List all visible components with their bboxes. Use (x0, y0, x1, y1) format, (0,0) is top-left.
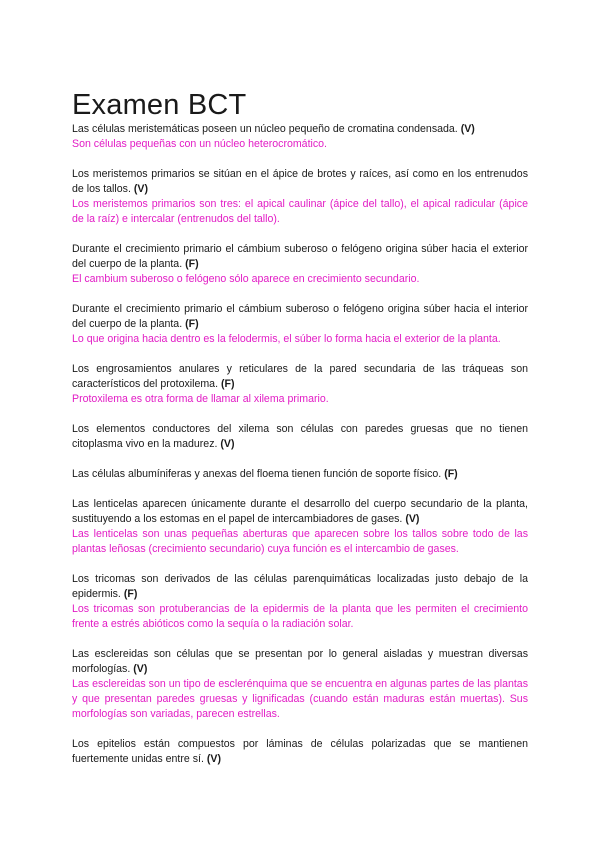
true-false-mark: (F) (185, 258, 199, 270)
question-item (72, 572, 528, 632)
true-false-mark: (V) (133, 663, 148, 675)
question-item (72, 467, 528, 482)
answer-explanation: Lo que origina hacia dentro es la felodermis, el súber lo forma hacia el exterior de la planta. (72, 333, 501, 345)
true-false-mark: (F) (444, 468, 458, 480)
question-text (72, 122, 528, 137)
true-false-mark: (F) (123, 588, 138, 600)
question-text (72, 572, 528, 602)
question-item (72, 647, 528, 722)
question-statement: Los meristemos primarios se sitúan en el ápice de brotes y raíces, así como en los entrenudos de los tallos. (72, 168, 528, 195)
question-statement: Las células meristemáticas poseen un núcleo pequeño de cromatina condensada. (72, 123, 458, 135)
question-statement: Los elementos conductores del xilema son células con paredes gruesas que no tienen citoplasma vivo en la madurez. (72, 423, 528, 450)
answer-explanation: Las esclereidas son un tipo de esclerénquima que se encuentra en algunas partes de las plantas y que presentan paredes gruesas y lignificadas (cuando están maduras están muertas). Sus morfologías son variadas, parecen estrellas. (72, 678, 528, 720)
true-false-mark: (F) (185, 318, 199, 330)
question-text (72, 647, 528, 677)
page-title: Examen BCT (72, 89, 247, 122)
question-statement: Durante el crecimiento primario el cámbium suberoso o felógeno origina súber hacia el exterior del cuerpo de la planta. (72, 243, 528, 270)
question-item (72, 362, 528, 407)
question-item (72, 122, 528, 152)
question-text (72, 737, 528, 767)
question-statement: Los engrosamientos anulares y reticulares de la pared secundaria de las tráqueas son característicos del protoxilema. (72, 363, 528, 390)
answer-explanation: Los meristemos primarios son tres: el apical caulinar (ápice del tallo), el apical radicular (ápice de la raíz) e intercalar (entrenudos del tallo). (72, 198, 528, 225)
question-item (72, 302, 528, 347)
true-false-mark: (V) (133, 183, 148, 195)
question-statement: Los tricomas son derivados de las células parenquimáticas localizadas justo debajo de la epidermis. (72, 573, 528, 600)
question-text (72, 422, 528, 452)
answer-explanation: Protoxilema es otra forma de llamar al xilema primario. (72, 393, 329, 405)
question-statement: Los epitelios están compuestos por láminas de células polarizadas que se mantienen fuertemente unidas entre sí. (72, 738, 528, 765)
question-text (72, 362, 528, 392)
question-statement: Las células albumíniferas y anexas del floema tienen función de soporte físico. (72, 468, 442, 480)
true-false-mark: (V) (220, 438, 235, 450)
true-false-mark: (V) (206, 753, 221, 765)
question-item (72, 497, 528, 557)
question-item (72, 242, 528, 287)
question-item (72, 167, 528, 227)
question-item (72, 737, 528, 767)
question-statement: Las lenticelas aparecen únicamente durante el desarrollo del cuerpo secundario de la planta, sustituyendo a los estomas en el papel de intercambiadores de gases. (72, 498, 528, 525)
question-text (72, 467, 528, 482)
answer-explanation: Los tricomas son protuberancias de la epidermis de la planta que les permiten el crecimiento frente a estrés abióticos como la sequía o la radiación solar. (72, 603, 528, 630)
question-statement: Durante el crecimiento primario el cámbium suberoso o felógeno origina súber hacia el interior del cuerpo de la planta. (72, 303, 528, 330)
question-statement: Las esclereidas son células que se presentan por lo general aisladas y muestran diversas morfologías. (72, 648, 528, 675)
question-text (72, 497, 528, 527)
question-text (72, 302, 528, 332)
answer-explanation: Son células pequeñas con un núcleo heterocromático. (72, 138, 328, 150)
question-text (72, 242, 528, 272)
true-false-mark: (V) (460, 123, 475, 135)
question-list (72, 122, 528, 782)
question-text (72, 167, 528, 197)
true-false-mark: (V) (405, 513, 420, 525)
question-item (72, 422, 528, 452)
answer-explanation: El cambium suberoso o felógeno sólo aparece en crecimiento secundario. (72, 273, 420, 285)
true-false-mark: (F) (220, 378, 235, 390)
answer-explanation: Las lenticelas son unas pequeñas aberturas que aparecen sobre los tallos sobre todo de las plantas leñosas (crecimiento secundario) cuya función es el intercambio de gases. (72, 528, 528, 555)
